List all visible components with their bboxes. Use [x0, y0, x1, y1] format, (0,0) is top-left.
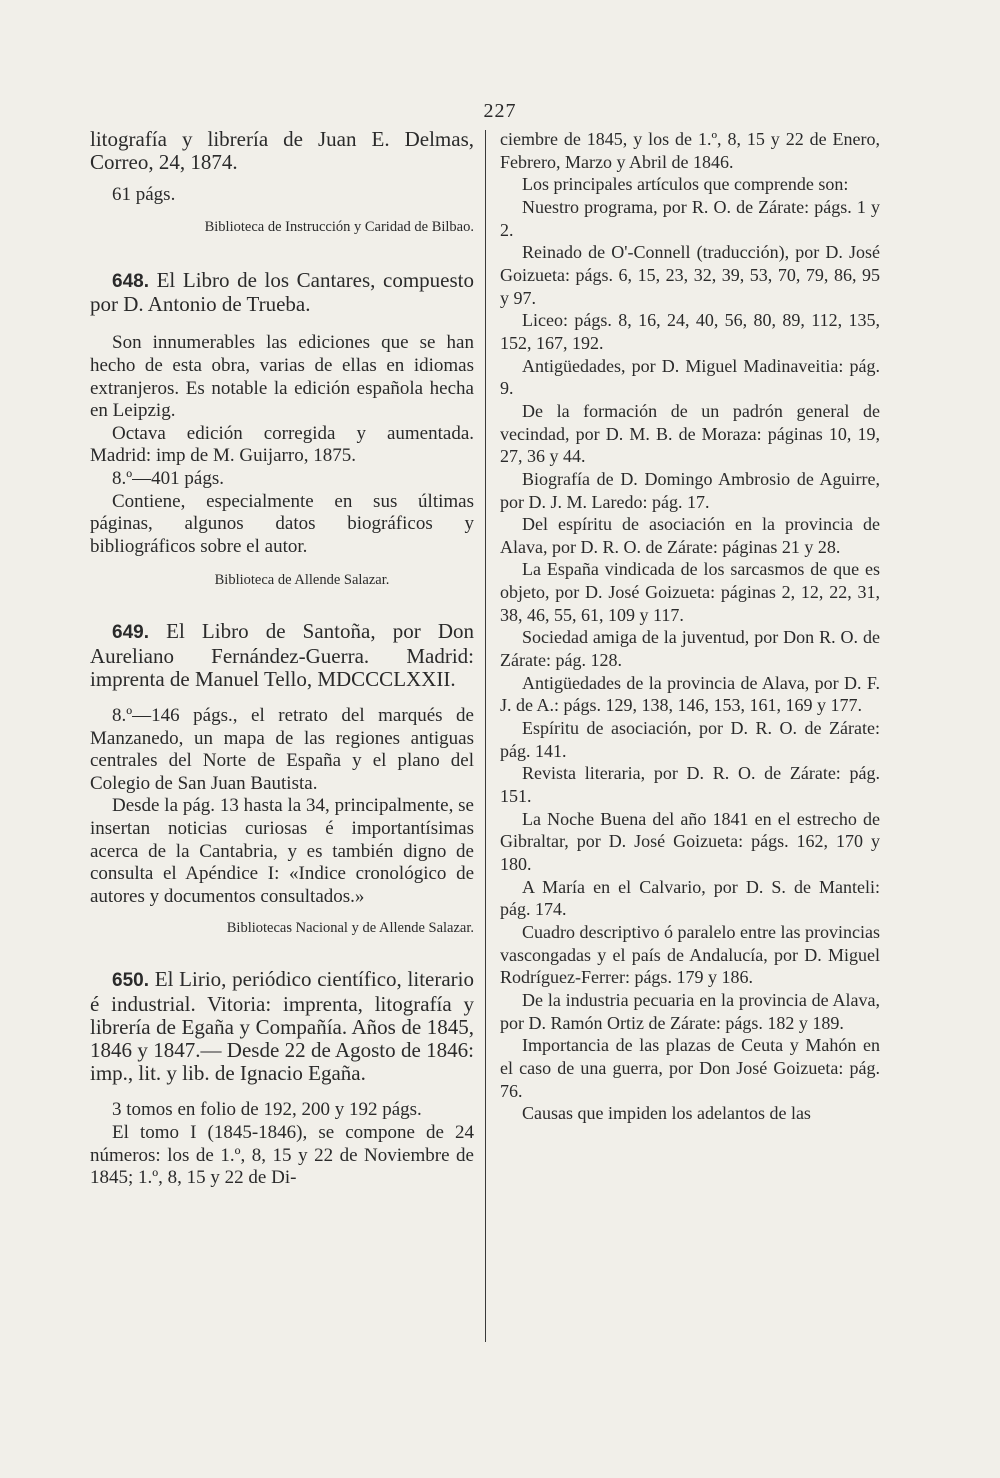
entry-648-note-3: 8.º—401 págs. [112, 467, 224, 489]
entry-648-title-text: El Libro de los Cantares, compuesto por D. Antonio de Trueba. [90, 268, 474, 317]
right-paragraph: Sociedad amiga de la juventud, por Don R. O. de Zárate: pág. 128. [500, 627, 880, 671]
right-paragraph: Reinado de O'-Connell (traducción), por D. José Goizueta: págs. 6, 15, 23, 32, 39, 53, 70, 79, 86, 95 y 97. [500, 242, 880, 308]
entry-648-title [90, 269, 474, 316]
column-divider [485, 130, 486, 1342]
right-paragraph: Causas que impiden los adelantos de las [522, 1103, 811, 1124]
entry-continuation-pages: 61 págs. [112, 184, 176, 206]
entry-continuation-library: Biblioteca de Instrucción y Caridad de Bilbao. [204, 219, 474, 235]
entry-649-note-2: Desde la pág. 13 hasta la 34, principalmente, se insertan noticias curiosas é importantísimas acerca de la Cantabria, y es también digno de consulta el Apéndice I: «Indice cronológico de autores y documentos consultados.» [90, 795, 474, 907]
right-paragraph: Del espíritu de asociación en la provincia de Alava, por D. R. O. de Zárate: páginas 21 y 28. [500, 514, 880, 557]
entry-650-note-1: 3 tomos en folio de 192, 200 y 192 págs. [112, 1099, 422, 1121]
entry-648-note-2: Octava edición corregida y aumentada. Madrid: imp de M. Guijarro, 1875. [90, 422, 474, 467]
entry-648-note-1: Son innumerables las ediciones que se han hecho de esta obra, varias de ellas en idiomas extranjeros. Es notable la edición española hecha en Leipzig. [90, 332, 474, 422]
entry-650-number: 650. [112, 970, 149, 992]
right-paragraph: De la formación de un padrón general de vecindad, por D. M. B. de Moraza: páginas 10, 19, 27, 36 y 44. [500, 400, 880, 467]
right-paragraph: La España vindicada de los sarcasmos de que es objeto, por D. José Goizueta: páginas 2, 12, 22, 31, 38, 46, 55, 61, 109 y 117. [500, 559, 880, 625]
right-paragraph: A María en el Calvario, por D. S. de Manteli: pág. 174. [500, 876, 880, 920]
entry-648-library: Biblioteca de Allende Salazar. [214, 572, 390, 589]
entry-650-title [90, 968, 474, 1085]
right-paragraph: Antigüedades de la provincia de Alava, por D. F. J. de A.: págs. 129, 138, 146, 153, 161, 169 y 177. [500, 672, 880, 716]
right-paragraph: Liceo: págs. 8, 16, 24, 40, 56, 80, 89, 112, 135, 152, 167, 192. [500, 310, 880, 353]
right-paragraph: Espíritu de asociación, por D. R. O. de Zárate: pág. 141. [500, 718, 880, 761]
right-paragraph: Cuadro descriptivo ó paralelo entre las provincias vascongadas y el país de Andalucía, por D. Miguel Rodríguez-Ferrer: págs. 179 y 186. [500, 921, 880, 988]
entry-continuation-text: litografía y librería de Juan E. Delmas, Correo, 24, 1874. [90, 127, 474, 175]
right-paragraph: De la industria pecuaria en la provincia de Alava, por D. Ramón Ortiz de Zárate: págs. 182 y 189. [500, 989, 880, 1033]
entry-648-note-4: Contiene, especialmente en sus últimas páginas, algunos datos biográficos y bibliográficos sobre el autor. [90, 490, 474, 557]
entry-650-note-2: El tomo I (1845-1846), se compone de 24 números: los de 1.º, 8, 15 y 22 de Noviembre de 1845; 1.º, 8, 15 y 22 de Di- [90, 1121, 474, 1189]
entry-649-number: 649. [112, 622, 149, 644]
right-paragraph: Importancia de las plazas de Ceuta y Mahón en el caso de una guerra, por Don José Goizueta: pág. 76. [500, 1035, 880, 1101]
right-paragraph: Antigüedades, por D. Miguel Madinaveitia: pág. 9. [500, 355, 880, 399]
entry-648-number: 648. [112, 271, 149, 292]
right-paragraph: Biografía de D. Domingo Ambrosio de Aguirre, por D. J. M. Laredo: pág. 17. [500, 468, 880, 512]
left-column [90, 128, 474, 1190]
right-paragraph: ciembre de 1845, y los de 1.º, 8, 15 y 22 de Enero, Febrero, Marzo y Abril de 1846. [500, 129, 880, 172]
entry-649-title-text: El Libro de Santoña, por Don Aureliano Fernández-Guerra. Madrid: imprenta de Manuel Tello, MDCCCLXXII. [90, 619, 475, 691]
entry-649-library: Bibliotecas Nacional y de Allende Salazar. [226, 920, 474, 937]
right-paragraph: Los principales artículos que comprende son: [522, 174, 849, 195]
page-number: 227 [483, 100, 517, 122]
entry-650-title-text: El Lirio, periódico científico, literario é industrial. Vitoria: imprenta, litografía y librería de Egaña y Compañía. Años de 1845, 1846 y 1847.— Desde 22 de Agosto de 1846: imp., lit. y lib. de Ignacio Egaña. [90, 967, 475, 1086]
right-column [500, 128, 880, 1125]
entry-649-note-1: 8.º—146 págs., el retrato del marqués de Manzanedo, un mapa de las regiones antiguas centrales del Norte de España y el plano del Colegio de San Juan Bautista. [90, 704, 474, 794]
right-paragraph: Revista literaria, por D. R. O. de Zárate: pág. 151. [500, 763, 880, 807]
right-paragraph: La Noche Buena del año 1841 en el estrecho de Gibraltar, por D. José Goizueta: págs. 162, 170 y 180. [500, 808, 880, 874]
right-paragraph: Nuestro programa, por R. O. de Zárate: págs. 1 y 2. [500, 196, 880, 240]
entry-649-title [90, 620, 474, 691]
